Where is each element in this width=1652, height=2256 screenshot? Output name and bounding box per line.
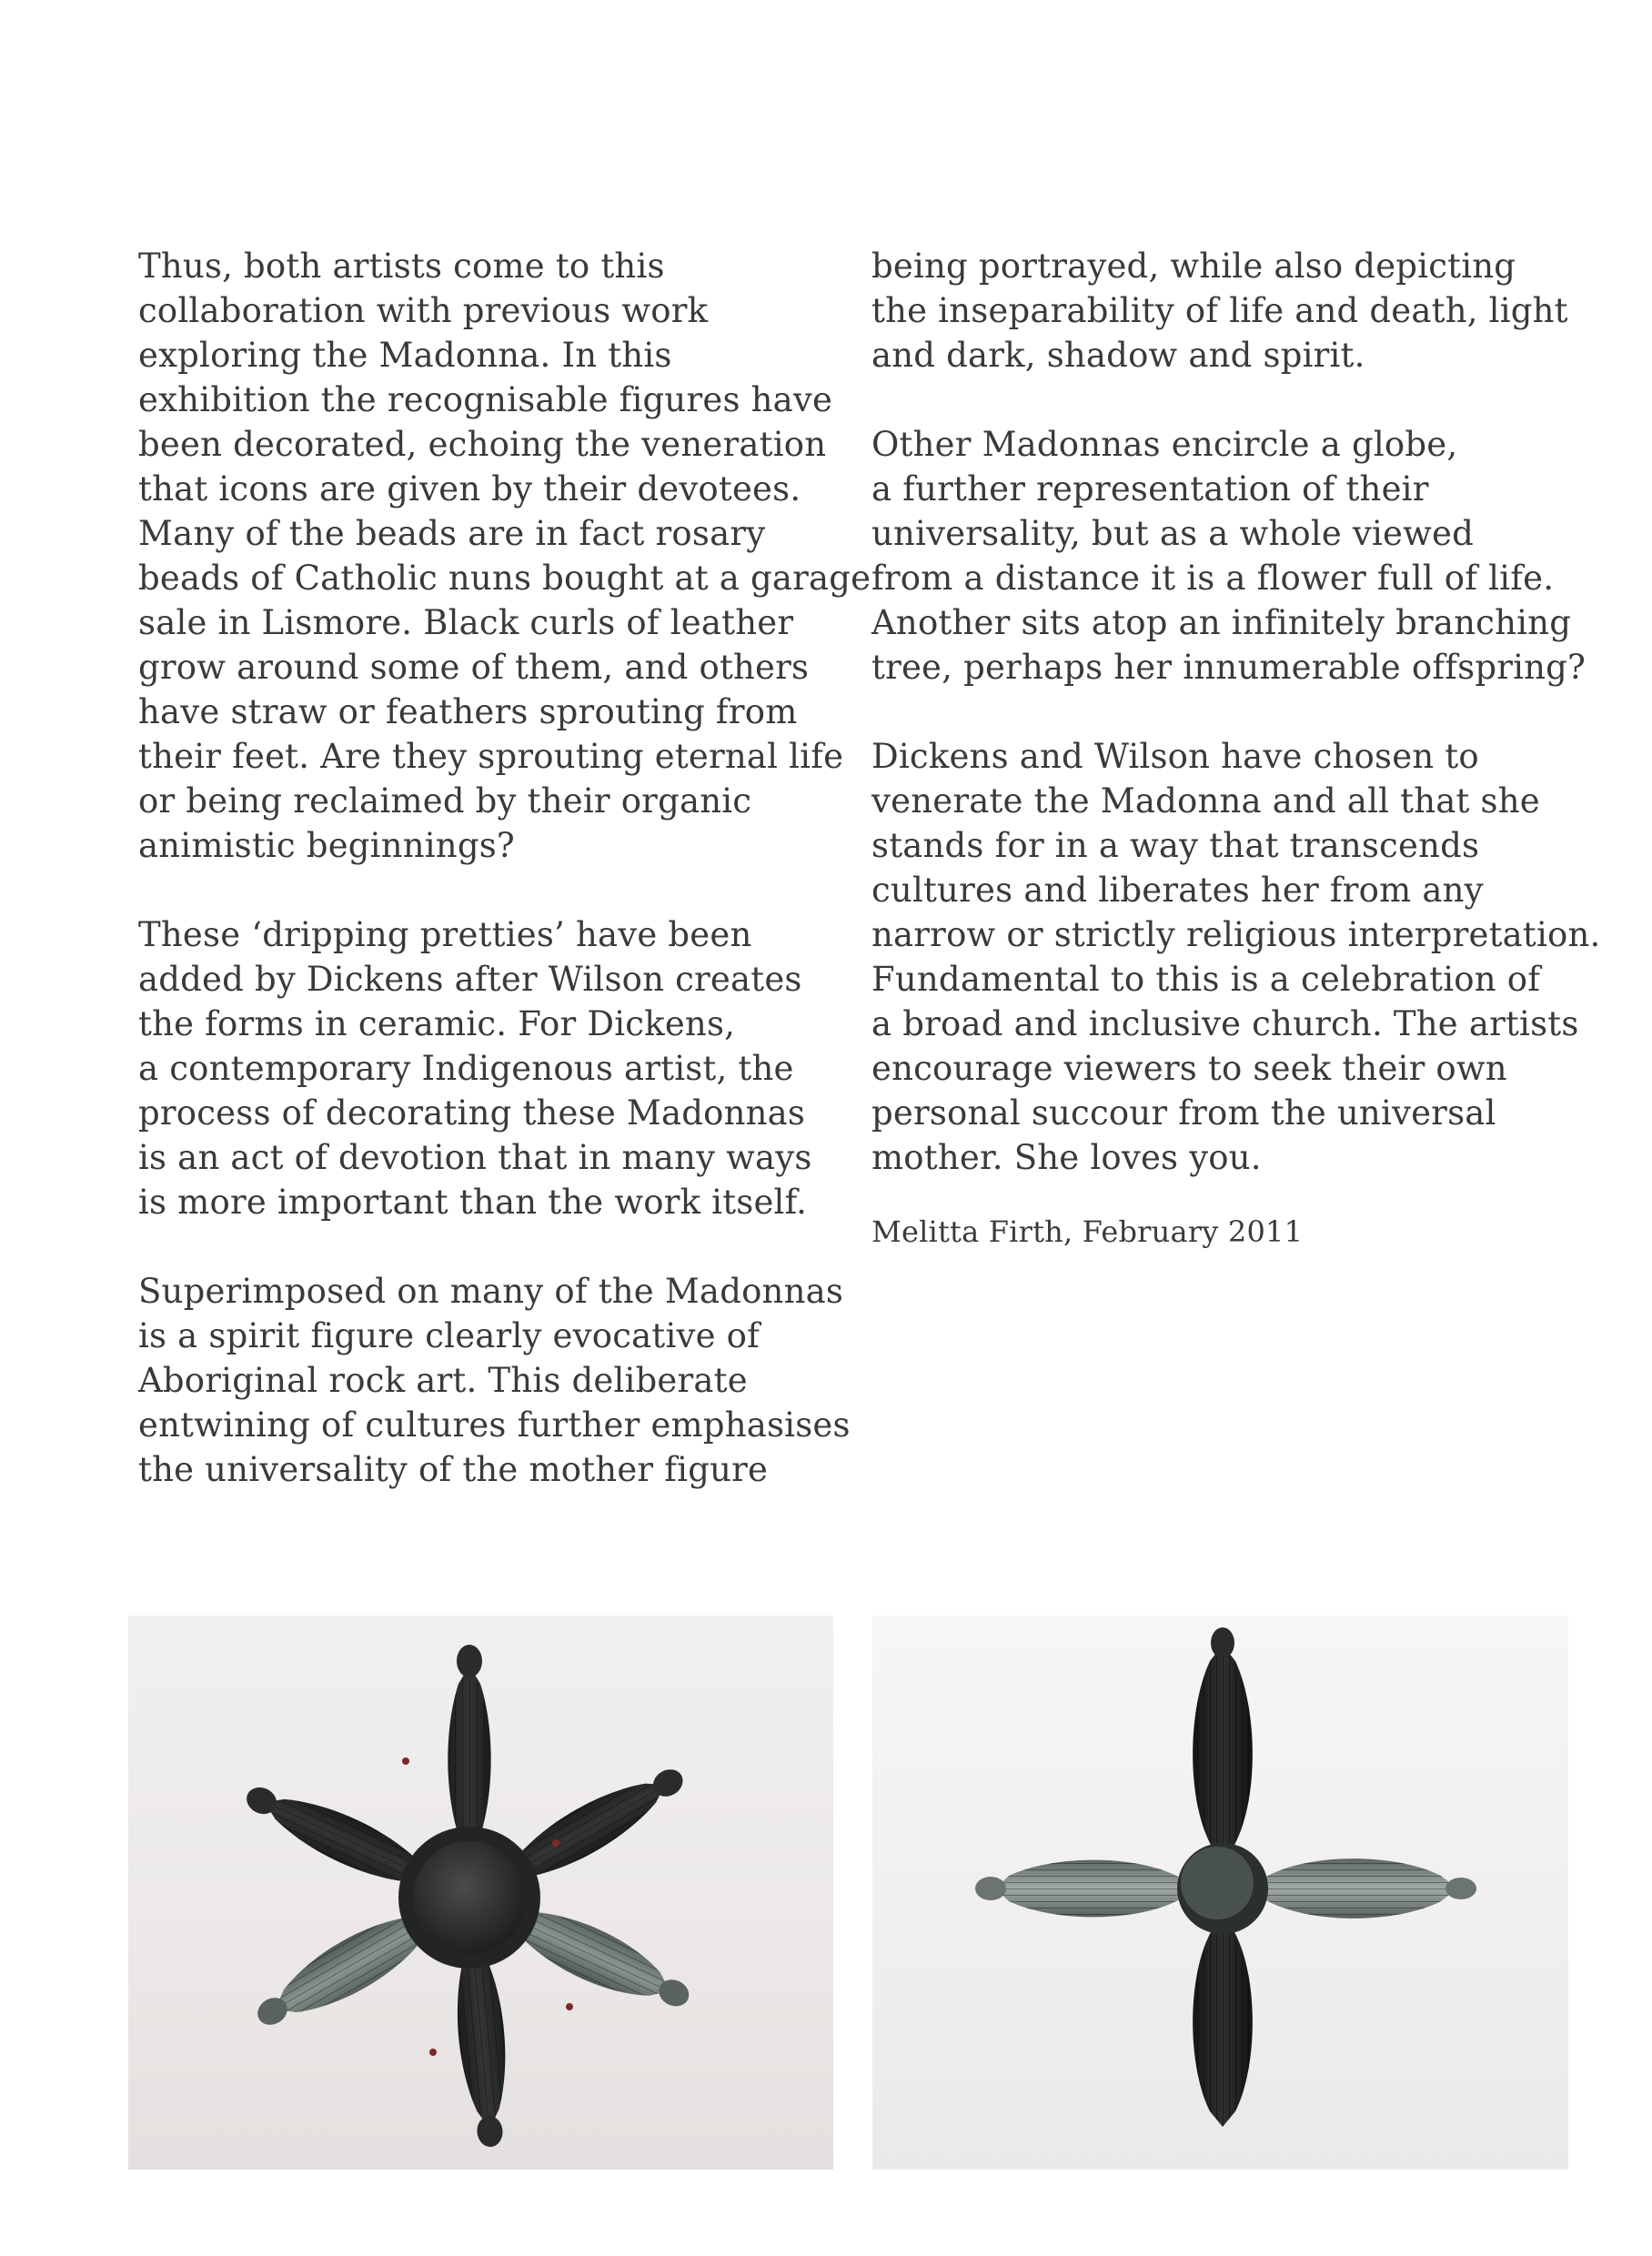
text-line: Aboriginal rock art. This deliberate [138, 1361, 748, 1400]
text-line: added by Dickens after Wilson creates [138, 960, 802, 999]
text-line: or being reclaimed by their organic [138, 781, 752, 821]
text-line: a further representation of their [871, 469, 1429, 509]
text-line: exhibition the recognisable figures have [138, 380, 833, 419]
right-paragraph-3 [871, 734, 1601, 1180]
photo-cross-sculpture [872, 1616, 1568, 2170]
text-line: have straw or feathers sprouting from [138, 692, 798, 731]
text-line: being portrayed, while also depicting [871, 247, 1516, 286]
text-line: cultures and liberates her from any [871, 871, 1484, 910]
text-line: mother. She loves you. [871, 1138, 1262, 1177]
text-line: encourage viewers to seek their own [871, 1049, 1507, 1088]
text-line: venerate the Madonna and all that she [871, 781, 1540, 821]
text-line: that icons are given by their devotees. [138, 469, 801, 509]
text-line: and dark, shadow and spirit. [871, 336, 1365, 375]
text-line: Thus, both artists come to this [138, 247, 665, 286]
text-line: the universality of the mother figure [138, 1450, 769, 1489]
photo-star-sculpture [128, 1616, 833, 2170]
text-line: exploring the Madonna. In this [138, 336, 672, 375]
left-text-column [138, 244, 871, 1536]
text-line: a contemporary Indigenous artist, the [138, 1049, 794, 1088]
text-line: process of decorating these Madonnas [138, 1093, 806, 1133]
text-line: Another sits atop an infinitely branching [871, 603, 1572, 642]
text-line: a broad and inclusive church. The artists [871, 1004, 1579, 1043]
text-line: is an act of devotion that in many ways [138, 1138, 812, 1177]
author-signature: Melitta Firth, February 2011 [871, 1214, 1304, 1249]
text-line: Dickens and Wilson have chosen to [871, 737, 1479, 776]
text-line: personal succour from the universal [871, 1093, 1496, 1133]
text-line: is a spirit figure clearly evocative of [138, 1316, 761, 1355]
text-line: the forms in ceramic. For Dickens, [138, 1004, 736, 1043]
text-line: These ‘dripping pretties’ have been [138, 915, 752, 954]
text-line: beads of Catholic nuns bought at a garage [138, 559, 871, 598]
text-line: grow around some of them, and others [138, 648, 810, 687]
text-line: Fundamental to this is a celebration of [871, 960, 1541, 999]
four-armed-madonna-cross-sculpture-icon [872, 1616, 1568, 2170]
right-paragraph-2 [871, 422, 1587, 690]
left-paragraph-2 [138, 912, 830, 1224]
text-line: from a distance it is a flower full of life. [871, 559, 1555, 598]
left-paragraph-3 [138, 1269, 851, 1492]
text-line: the inseparability of life and death, light [871, 291, 1568, 330]
text-line: narrow or strictly religious interpretation. [871, 915, 1601, 954]
right-paragraph-1 [871, 244, 1572, 378]
text-line: Superimposed on many of the Madonnas [138, 1272, 844, 1311]
text-line: been decorated, echoing the veneration [138, 425, 827, 464]
text-line: Many of the beads are in fact rosary [138, 514, 766, 553]
text-line: is more important than the work itself. [138, 1183, 808, 1222]
right-text-column [871, 244, 1601, 1251]
text-line: tree, perhaps her innumerable offspring? [871, 648, 1587, 687]
left-paragraph-1 [138, 244, 871, 868]
text-line: collaboration with previous work [138, 291, 709, 330]
text-line: animistic beginnings? [138, 826, 515, 865]
text-line: sale in Lismore. Black curls of leather [138, 603, 794, 642]
text-line: stands for in a way that transcends [871, 826, 1480, 865]
text-line: entwining of cultures further emphasises [138, 1405, 851, 1445]
text-line: Other Madonnas encircle a globe, [871, 425, 1458, 464]
six-pointed-madonna-star-sculpture-icon [128, 1616, 833, 2170]
text-line: universality, but as a whole viewed [871, 514, 1474, 553]
text-line: their feet. Are they sprouting eternal life [138, 737, 844, 776]
